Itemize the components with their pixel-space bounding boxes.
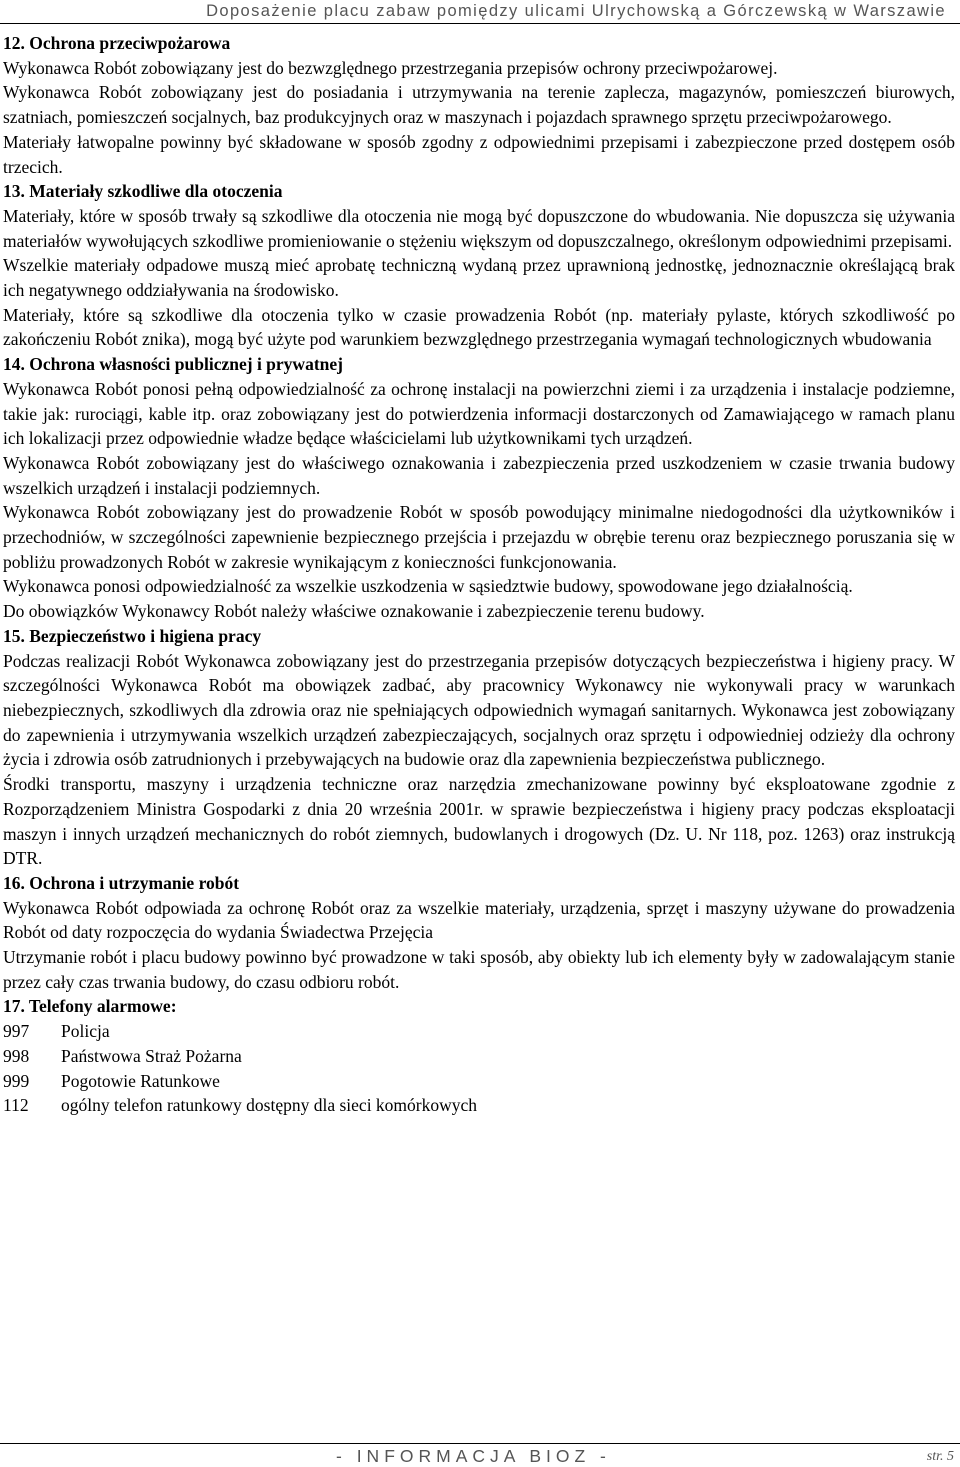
phone-item — [3, 1069, 955, 1094]
paragraph: Do obowiązków Wykonawcy Robót należy właściwe oznakowanie i zabezpieczenie terenu budowy. — [3, 601, 705, 622]
phone-label: Państwowa Straż Pożarna — [61, 1045, 242, 1066]
section-17 — [3, 994, 955, 1118]
paragraph: Wykonawca Robót odpowiada za ochronę Robót oraz za wszelkie materiały, urządzenia, sprzęt i maszyny używane do prowadzenia Robót od daty rozpoczęcia do wydania Świadectwa Przejęcia — [3, 897, 955, 943]
footer-divider — [0, 1443, 960, 1444]
section-12 — [3, 31, 955, 179]
phone-number: 999 — [3, 1070, 30, 1091]
section-16 — [3, 871, 955, 995]
phone-item — [3, 1093, 955, 1118]
section-heading: 17. Telefony alarmowe: — [3, 996, 177, 1017]
paragraph: Wszelkie materiały odpadowe muszą mieć aprobatę techniczną wydaną przez uprawnioną jednostkę, jednoznacznie określającą brak ich negatywnego oddziaływania na środowisko. — [3, 255, 955, 301]
paragraph: Materiały łatwopalne powinny być składowane w sposób zgodny z odpowiednimi przepisami i zabezpieczone przed dostępem osób trzecich. — [3, 131, 955, 177]
document-body — [3, 31, 955, 1118]
phone-item — [3, 1044, 955, 1069]
section-13 — [3, 179, 955, 352]
paragraph: Materiały, które są szkodliwe dla otoczenia tylko w czasie prowadzenia Robót (np. materiały pylaste, których szkodliwość po zakończeniu Robót znika), mogą być użyte pod warunkiem bezwzględnego przestrzegania wymagań technologicznych wbudowania — [3, 304, 955, 350]
paragraph: Wykonawca Robót ponosi pełną odpowiedzialność za ochronę instalacji na powierzchni ziemi i za urządzenia i instalacje podziemne, takie jak: rurociągi, kable itp. oraz zobowiązany jest do potwierdzenia informacji dostarczonych od Zamawiającego w ramach planu ich lokalizacji przez odpowiednie władze będące właścicielami lub użytkownikami tych urządzeń. — [3, 378, 955, 449]
section-heading: 14. Ochrona własności publicznej i prywatnej — [3, 354, 343, 375]
paragraph: Wykonawca ponosi odpowiedzialność za wszelkie uszkodzenia w sąsiedztwie budowy, spowodowane jego działalnością. — [3, 576, 853, 597]
paragraph: Utrzymanie robót i placu budowy powinno być prowadzone w taki sposób, aby obiekty lub ich elementy były w zadowalającym stanie przez cały czas trwania budowy, do czasu odbioru robót. — [3, 947, 955, 992]
paragraph: Podczas realizacji Robót Wykonawca zobowiązany jest do przestrzegania przepisów dotyczących bezpieczeństwa i higieny pracy. W szczególności Wykonawca Robót ma obowiązek zadbać, aby pracownicy Wykonawcy nie wykonywali pracy w warunkach niebezpiecznych, szkodliwych dla zdrowia oraz nie spełniających odpowiednich wymagań sanitarnych. Wykonawca jest zobowiązany do zapewnienia i utrzymywania wszelkich urządzeń zabezpieczających, socjalnych oraz sprzętu i odpowiedniej odzieży dla ochrony życia i zdrowia osób zatrudnionych i przebywających na budowie oraz dla zapewnienia bezpieczeństwa publicznego. — [3, 650, 955, 770]
section-14 — [3, 352, 955, 624]
phone-number: 112 — [3, 1095, 29, 1116]
paragraph: Środki transportu, maszyny i urządzenia techniczne oraz narzędzia zmechanizowane powinny być eksploatowane zgodnie z Rozporządzeniem Ministra Gospodarki z dnia 20 września 2001r. w sprawie bezpieczeństwa i higieny pracy podczas eksploatacji maszyn i innych urządzeń mechanicznych do robót ziemnych, budowlanych i drogowych (Dz. U. Nr 118, poz. 1263) oraz instrukcją DTR. — [3, 774, 955, 869]
phone-label: ogólny telefon ratunkowy dostępny dla sieci komórkowych — [61, 1095, 478, 1116]
paragraph: Wykonawca Robót zobowiązany jest do bezwzględnego przestrzegania przepisów ochrony przeciwpożarowej. — [3, 57, 778, 78]
paragraph: Wykonawca Robót zobowiązany jest do właściwego oznakowania i zabezpieczenia przed uszkodzeniem w czasie trwania budowy wszelkich urządzeń i instalacji podziemnych. — [3, 452, 955, 498]
document-footer — [0, 1445, 960, 1467]
phone-label: Policja — [61, 1021, 110, 1042]
phone-label: Pogotowie Ratunkowe — [61, 1070, 220, 1091]
phone-number: 997 — [3, 1021, 30, 1042]
footer-title: - INFORMACJA BIOZ - — [336, 1446, 611, 1466]
paragraph: Wykonawca Robót zobowiązany jest do prowadzenie Robót w sposób powodujący minimalne niedogodności dla użytkowników i przechodniów, w szczególności zapewnienie bezpiecznego przejścia i przejazdu w obrębie terenu oraz bezpiecznego poruszania się w pobliżu prowadzonych Robót w zakresie wynikającym z konieczności funkcjonowania. — [3, 502, 955, 572]
section-heading: 13. Materiały szkodliwe dla otoczenia — [3, 181, 283, 202]
phone-list — [3, 1019, 955, 1118]
document-header — [0, 0, 960, 24]
section-heading: 12. Ochrona przeciwpożarowa — [3, 33, 231, 53]
section-15 — [3, 624, 955, 871]
section-heading: 16. Ochrona i utrzymanie robót — [3, 872, 240, 893]
phone-number: 998 — [3, 1045, 30, 1066]
page-number: str. 5 — [926, 1449, 954, 1464]
phone-item — [3, 1019, 955, 1044]
paragraph: Wykonawca Robót zobowiązany jest do posiadania i utrzymywania na terenie zaplecza, magazynów, pomieszczeń biurowych, szatniach, pomieszczeń socjalnych, baz produkcyjnych oraz w maszynach i pojazdach sprawnego sprzętu przeciwpożarowego. — [3, 82, 955, 128]
section-heading: 15. Bezpieczeństwo i higiena pracy — [3, 625, 262, 646]
header-title: Doposażenie placu zabaw pomiędzy ulicami Ulrychowską a Górczewską w Warszawie — [206, 2, 946, 20]
paragraph: Materiały, które w sposób trwały są szkodliwe dla otoczenia nie mogą być dopuszczone do wbudowania. Nie dopuszcza się używania materiałów wywołujących szkodliwe promieniowanie o stężeniu większym od dopuszczalnego, określonym odpowiednimi przepisami. — [3, 205, 955, 251]
